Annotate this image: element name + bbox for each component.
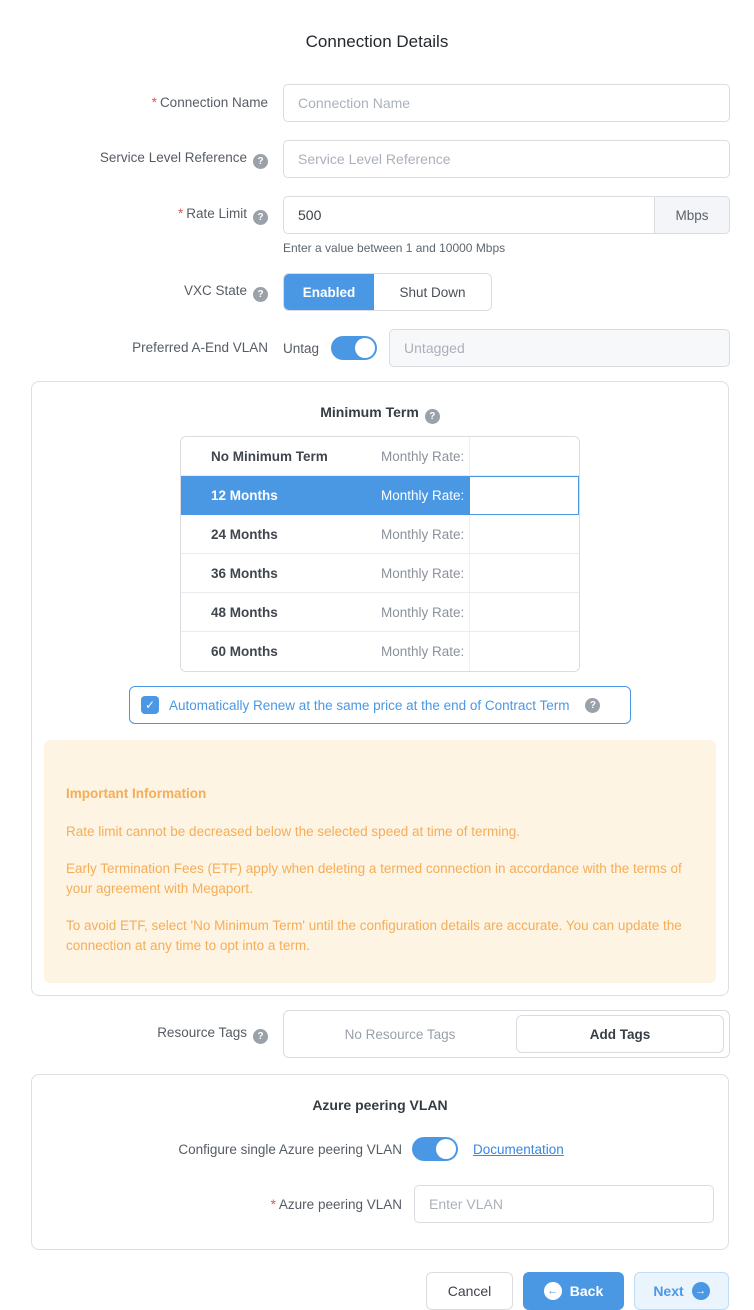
monthly-rate-value — [469, 632, 579, 671]
monthly-rate-value — [469, 515, 579, 553]
important-information-paragraph: Rate limit cannot be decreased below the selected speed at time of terming. — [66, 823, 521, 839]
next-button[interactable]: Next → — [634, 1272, 729, 1310]
minimum-term-card — [31, 381, 729, 996]
monthly-rate-value — [469, 593, 579, 631]
configure-single-peering-label: Configure single Azure peering VLAN — [178, 1141, 402, 1157]
help-icon[interactable]: ? — [253, 1029, 268, 1044]
help-icon[interactable]: ? — [425, 409, 440, 424]
monthly-rate-value — [469, 437, 579, 475]
connection-name-input[interactable] — [283, 84, 730, 122]
term-option-12-months[interactable]: 12 Months Monthly Rate: — [181, 476, 579, 515]
resource-tags-row — [0, 1010, 754, 1058]
monthly-rate-value — [469, 554, 579, 592]
help-icon[interactable]: ? — [253, 287, 268, 302]
required-asterisk: * — [151, 95, 157, 111]
back-button[interactable]: ← Back — [523, 1272, 624, 1310]
untag-label: Untag — [283, 340, 320, 356]
required-asterisk: * — [177, 206, 184, 221]
help-icon[interactable]: ? — [253, 210, 268, 225]
monthly-rate-value — [469, 476, 579, 515]
rate-limit-row — [0, 196, 754, 234]
term-option-48-months[interactable]: 48 Months Monthly Rate: — [181, 593, 579, 632]
a-end-vlan-input[interactable] — [389, 329, 730, 367]
toggle-knob — [436, 1139, 456, 1159]
preferred-a-end-vlan-row — [0, 329, 754, 367]
rate-limit-unit: Mbps — [654, 196, 730, 234]
vxc-state-shutdown-button[interactable]: Shut Down — [374, 274, 491, 310]
azure-peering-vlan-card — [31, 1074, 729, 1250]
page-title: Connection Details — [305, 32, 449, 51]
footer-actions — [0, 1272, 729, 1310]
auto-renew-checkbox-row[interactable] — [129, 686, 631, 724]
connection-name-label: * Connection Name — [151, 95, 268, 111]
minimum-term-table — [180, 436, 580, 672]
term-option-no-minimum[interactable]: No Minimum Term Monthly Rate: — [181, 437, 579, 476]
minimum-term-title: Minimum Term ? — [44, 404, 716, 424]
important-information-title: Important Information — [66, 786, 207, 801]
configure-single-peering-row — [44, 1137, 716, 1161]
no-resource-tags-text: No Resource Tags — [344, 1026, 456, 1042]
single-peering-toggle[interactable] — [412, 1137, 458, 1161]
azure-peering-vlan-title: Azure peering VLAN — [312, 1097, 448, 1114]
cancel-button[interactable]: Cancel — [426, 1272, 513, 1310]
help-icon[interactable]: ? — [585, 698, 600, 713]
vxc-state-row — [0, 273, 754, 311]
next-arrow-icon: → — [692, 1282, 710, 1300]
vxc-state-enabled-button[interactable]: Enabled — [284, 274, 374, 310]
important-information-paragraph: To avoid ETF, select 'No Minimum Term' until the configuration details are accurate. You can update the connection at any time to opt into a term. — [66, 918, 682, 953]
preferred-a-end-vlan-label: Preferred A-End VLAN — [132, 340, 268, 356]
help-icon[interactable]: ? — [253, 154, 268, 169]
rate-limit-label: * Rate Limit ? — [0, 205, 268, 225]
checkbox-checked-icon: ✓ — [141, 696, 159, 714]
resource-tags-box — [283, 1010, 730, 1058]
required-asterisk: * — [270, 1196, 276, 1212]
azure-vlan-input[interactable] — [414, 1185, 714, 1223]
term-option-60-months[interactable]: 60 Months Monthly Rate: — [181, 632, 579, 671]
service-level-reference-input[interactable] — [283, 140, 730, 178]
term-option-36-months[interactable]: 36 Months Monthly Rate: — [181, 554, 579, 593]
rate-limit-helper-text: Enter a value between 1 and 10000 Mbps — [283, 241, 506, 255]
untag-toggle[interactable] — [331, 336, 377, 360]
connection-name-row — [0, 84, 754, 122]
auto-renew-label: Automatically Renew at the same price at the end of Contract Term — [169, 697, 570, 713]
rate-limit-input[interactable] — [283, 196, 655, 234]
important-information-paragraph: Early Termination Fees (ETF) apply when deleting a termed connection in accordance with the terms of your agreement with Megaport. — [66, 861, 682, 896]
vxc-state-label: VXC State ? — [0, 282, 268, 302]
toggle-knob — [355, 338, 375, 358]
service-level-reference-label: Service Level Reference ? — [0, 149, 268, 169]
documentation-link[interactable]: Documentation — [473, 1141, 564, 1157]
azure-vlan-label: * Azure peering VLAN — [270, 1196, 402, 1212]
back-arrow-icon: ← — [544, 1282, 562, 1300]
resource-tags-label: Resource Tags ? — [0, 1024, 268, 1044]
azure-vlan-field-row — [44, 1185, 716, 1223]
important-information-box — [44, 740, 716, 983]
service-level-reference-row — [0, 140, 754, 178]
add-tags-button[interactable]: Add Tags — [516, 1015, 724, 1053]
vxc-state-segmented-control — [283, 273, 492, 311]
term-option-24-months[interactable]: 24 Months Monthly Rate: — [181, 515, 579, 554]
